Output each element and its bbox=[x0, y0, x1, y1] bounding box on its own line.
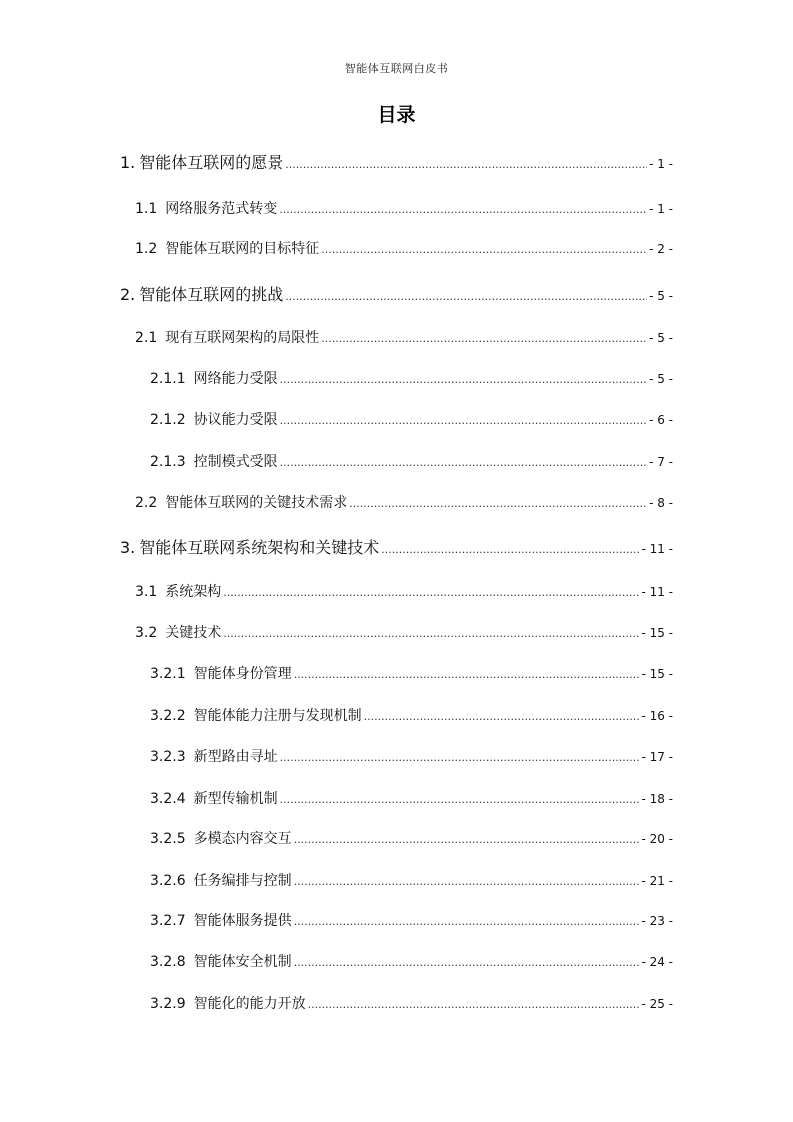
toc-title: 智能体身份管理 bbox=[193, 666, 292, 682]
toc-number: 3. bbox=[120, 538, 136, 557]
toc-page-number: - 5 - bbox=[649, 331, 673, 345]
toc-entry[interactable] bbox=[120, 150, 673, 173]
toc-leader bbox=[223, 586, 639, 599]
toc-title: 新型路由寻址 bbox=[193, 749, 278, 765]
toc-page-number: - 24 - bbox=[641, 955, 673, 969]
toc-leader bbox=[279, 203, 647, 216]
toc-entry[interactable] bbox=[150, 746, 673, 766]
toc-leader bbox=[285, 158, 647, 171]
toc-entry[interactable] bbox=[135, 492, 673, 512]
toc-entry[interactable] bbox=[135, 238, 673, 258]
toc-leader bbox=[294, 875, 640, 888]
toc-number: 3.2.8 bbox=[150, 954, 186, 970]
toc-entry[interactable] bbox=[150, 368, 673, 388]
toc-title: 任务编排与控制 bbox=[193, 873, 292, 889]
toc-page-number: - 5 - bbox=[649, 372, 673, 386]
toc-number: 1.1 bbox=[135, 201, 158, 217]
toc-number: 2.1 bbox=[135, 330, 158, 346]
toc-number: 2.1.2 bbox=[150, 412, 186, 428]
toc-title: 智能体能力注册与发现机制 bbox=[193, 708, 362, 724]
toc-page-number: - 21 - bbox=[641, 874, 673, 888]
toc-title: 协议能力受限 bbox=[193, 412, 278, 428]
toc-page-number: - 18 - bbox=[641, 792, 673, 806]
toc-entry[interactable] bbox=[150, 451, 673, 471]
toc-title: 关键技术 bbox=[165, 625, 222, 641]
toc-page-number: - 23 - bbox=[641, 914, 673, 928]
toc-page-number: - 15 - bbox=[641, 626, 673, 640]
toc-number: 2. bbox=[120, 285, 136, 304]
toc-title: 控制模式受限 bbox=[193, 454, 278, 470]
toc-entry[interactable] bbox=[150, 705, 673, 725]
toc-page-number: - 16 - bbox=[641, 709, 673, 723]
toc-page-number: - 2 - bbox=[649, 242, 673, 256]
running-header: 智能体互联网白皮书 bbox=[344, 62, 449, 75]
toc-leader bbox=[321, 332, 647, 345]
toc-entry[interactable] bbox=[150, 409, 673, 429]
toc-page-number: - 15 - bbox=[641, 667, 673, 681]
toc-number: 3.2.4 bbox=[150, 791, 186, 807]
toc-entry[interactable] bbox=[150, 951, 673, 971]
toc-number: 2.2 bbox=[135, 495, 158, 511]
toc-leader bbox=[280, 751, 640, 764]
toc-leader bbox=[294, 668, 640, 681]
toc-number: 3.2.2 bbox=[150, 708, 186, 724]
toc-entry[interactable] bbox=[135, 198, 673, 218]
toc-leader bbox=[294, 833, 640, 846]
page-title: 目录 bbox=[377, 104, 416, 126]
toc-entry[interactable] bbox=[150, 788, 673, 808]
toc-number: 1. bbox=[120, 153, 136, 172]
toc-page-number: - 6 - bbox=[649, 413, 673, 427]
toc-leader bbox=[280, 373, 647, 386]
toc-page-number: - 1 - bbox=[649, 157, 673, 171]
toc-leader bbox=[294, 956, 640, 969]
toc-page-number: - 11 - bbox=[641, 542, 673, 556]
toc-leader bbox=[280, 456, 647, 469]
toc-entry[interactable] bbox=[135, 622, 673, 642]
toc-leader bbox=[308, 998, 640, 1011]
toc-leader bbox=[223, 627, 639, 640]
toc-page-number: - 7 - bbox=[649, 455, 673, 469]
toc-number: 3.2.6 bbox=[150, 873, 186, 889]
toc-entry[interactable] bbox=[120, 535, 673, 558]
toc-number: 3.2.1 bbox=[150, 666, 186, 682]
toc-entry[interactable] bbox=[150, 828, 673, 848]
toc-title: 智能体互联网系统架构和关键技术 bbox=[139, 538, 380, 557]
toc-entry[interactable] bbox=[120, 282, 673, 305]
toc-title: 智能体互联网的挑战 bbox=[139, 285, 284, 304]
toc-leader bbox=[321, 243, 647, 256]
toc-page-number: - 20 - bbox=[641, 832, 673, 846]
toc-page-number: - 5 - bbox=[649, 289, 673, 303]
toc-leader bbox=[364, 710, 640, 723]
toc-number: 3.1 bbox=[135, 584, 158, 600]
toc-entry[interactable] bbox=[135, 327, 673, 347]
toc-number: 2.1.1 bbox=[150, 371, 186, 387]
toc-entry[interactable] bbox=[150, 910, 673, 930]
toc-title: 智能化的能力开放 bbox=[193, 996, 306, 1012]
toc-entry[interactable] bbox=[150, 663, 673, 683]
toc-entry[interactable] bbox=[150, 870, 673, 890]
toc-leader bbox=[294, 915, 640, 928]
toc-title: 新型传输机制 bbox=[193, 791, 278, 807]
toc-title: 智能体安全机制 bbox=[193, 954, 292, 970]
toc-number: 2.1.3 bbox=[150, 454, 186, 470]
toc-leader bbox=[349, 497, 647, 510]
toc-entry[interactable] bbox=[135, 581, 673, 601]
toc-page-number: - 1 - bbox=[649, 202, 673, 216]
toc-title: 现有互联网架构的局限性 bbox=[165, 330, 320, 346]
toc-title: 网络能力受限 bbox=[193, 371, 278, 387]
toc-entry[interactable] bbox=[150, 993, 673, 1013]
toc-title: 系统架构 bbox=[165, 584, 222, 600]
toc-number: 3.2.3 bbox=[150, 749, 186, 765]
toc-page-number: - 11 - bbox=[641, 585, 673, 599]
toc-title: 智能体服务提供 bbox=[193, 913, 292, 929]
toc-leader bbox=[381, 543, 639, 556]
toc-title: 智能体互联网的愿景 bbox=[139, 153, 284, 172]
toc-leader bbox=[285, 290, 647, 303]
toc-leader bbox=[280, 793, 640, 806]
toc-title: 网络服务范式转变 bbox=[165, 201, 278, 217]
toc-number: 1.2 bbox=[135, 241, 158, 257]
toc-page-number: - 17 - bbox=[641, 750, 673, 764]
toc-number: 3.2.7 bbox=[150, 913, 186, 929]
toc-leader bbox=[280, 414, 647, 427]
toc-number: 3.2.9 bbox=[150, 996, 186, 1012]
toc-page-number: - 25 - bbox=[641, 997, 673, 1011]
toc-title: 智能体互联网的关键技术需求 bbox=[165, 495, 348, 511]
toc-number: 3.2.5 bbox=[150, 831, 186, 847]
toc-page-number: - 8 - bbox=[649, 496, 673, 510]
toc-title: 智能体互联网的目标特征 bbox=[165, 241, 320, 257]
toc-number: 3.2 bbox=[135, 625, 158, 641]
toc-title: 多模态内容交互 bbox=[193, 831, 292, 847]
